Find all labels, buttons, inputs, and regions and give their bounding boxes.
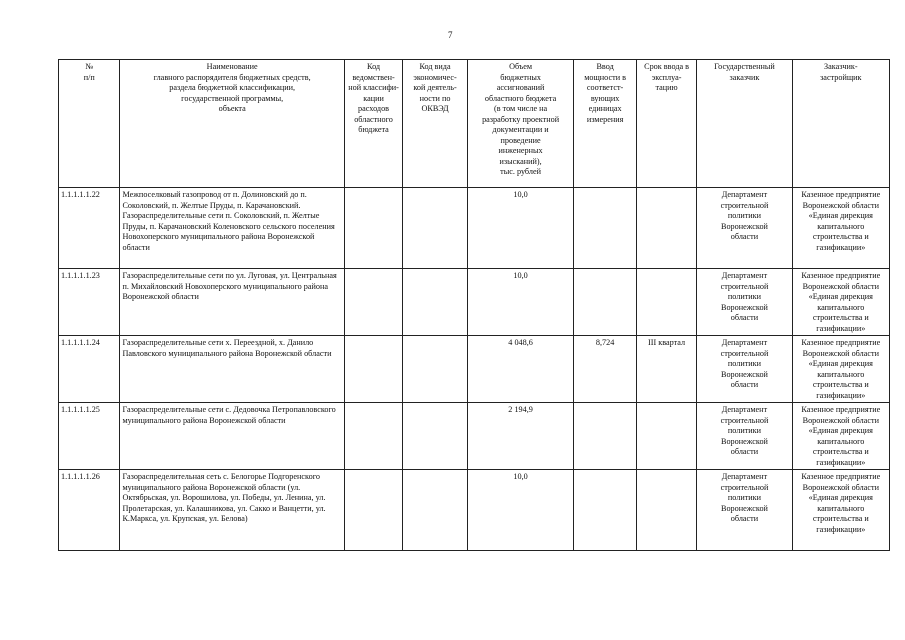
row-name: Газораспределительные сети с. Дедовочка Петропавловского муниципального района Воронежской области: [120, 403, 344, 470]
row-num: 1.1.1.1.1.22: [59, 188, 120, 269]
row-customer: Департамент строительной политики Воронежской области: [697, 470, 792, 551]
header-name: Наименование главного распорядителя бюджетных средств, раздела бюджетной классификации, государственной программы, объекта: [120, 60, 344, 188]
table-body: [59, 188, 890, 551]
row-developer: Казенное предприятие Воронежской области «Единая дирекция капитального строительства и газификации»: [792, 188, 889, 269]
row-name: Газораспределительные сети х. Переездной, х. Данило Павловского муниципального района Воронежской области: [120, 336, 344, 403]
header-customer: Государственный заказчик: [697, 60, 792, 188]
row-code-okved: [403, 336, 468, 403]
row-volume: 2 194,9: [467, 403, 574, 470]
row-code-okved: [403, 470, 468, 551]
header-row: [59, 60, 890, 188]
table-row: [59, 269, 890, 336]
row-term: [636, 188, 696, 269]
row-term: [636, 403, 696, 470]
table-row: [59, 470, 890, 551]
row-customer: Департамент строительной политики Воронежской области: [697, 188, 792, 269]
row-capacity: [574, 403, 637, 470]
header-num: № п/п: [59, 60, 120, 188]
row-volume: 10,0: [467, 269, 574, 336]
row-code-dept: [344, 336, 402, 403]
header-term: Срок ввода в эксплуа- тацию: [636, 60, 696, 188]
table-row: [59, 403, 890, 470]
row-num: 1.1.1.1.1.25: [59, 403, 120, 470]
header-developer: Заказчик- застройщик: [792, 60, 889, 188]
row-code-dept: [344, 403, 402, 470]
row-name: Межпоселковый газопровод от п. Долиновский до п. Соколовский, п. Желтые Пруды, п. Карачановский. Газораспределительные сети п. Соколовский, п. Желтые Пруды, п. Карачановский Коленовского сельского поселения Новохоперского муниципального района Воронежской области: [120, 188, 344, 269]
row-code-dept: [344, 269, 402, 336]
row-developer: Казенное предприятие Воронежской области «Единая дирекция капитального строительства и газификации»: [792, 470, 889, 551]
row-name: Газораспределительные сети по ул. Луговая, ул. Центральная п. Михайловский Новохоперского муниципального района Воронежской области: [120, 269, 344, 336]
header-code-okved: Код вида экономичес- кой деятель- ности по ОКВЭД: [403, 60, 468, 188]
header-capacity: Ввод мощности в соответст- вующих единицах измерения: [574, 60, 637, 188]
table-row: [59, 188, 890, 269]
row-volume: 10,0: [467, 188, 574, 269]
row-code-dept: [344, 470, 402, 551]
investment-table: [58, 59, 890, 551]
row-developer: Казенное предприятие Воронежской области «Единая дирекция капитального строительства и газификации»: [792, 336, 889, 403]
row-customer: Департамент строительной политики Воронежской области: [697, 269, 792, 336]
row-name: Газораспределительная сеть с. Белогорье Подгоренского муниципального района Воронежской области (ул. Октябрьская, ул. Ворошилова, ул. Победы, ул. Ленина, ул. Пролетарская, ул. Калашникова, ул. Сакко и Ванцетти, ул. К.Маркса, ул. Крупская, ул. Белова): [120, 470, 344, 551]
row-code-okved: [403, 269, 468, 336]
row-volume: 4 048,6: [467, 336, 574, 403]
row-customer: Департамент строительной политики Воронежской области: [697, 403, 792, 470]
page-number: 7: [448, 30, 453, 40]
table-row: [59, 336, 890, 403]
row-num: 1.1.1.1.1.23: [59, 269, 120, 336]
row-num: 1.1.1.1.1.26: [59, 470, 120, 551]
row-capacity: 8,724: [574, 336, 637, 403]
row-term: [636, 269, 696, 336]
row-code-okved: [403, 403, 468, 470]
row-code-dept: [344, 188, 402, 269]
row-developer: Казенное предприятие Воронежской области «Единая дирекция капитального строительства и газификации»: [792, 269, 889, 336]
row-capacity: [574, 269, 637, 336]
row-customer: Департамент строительной политики Воронежской области: [697, 336, 792, 403]
row-term: [636, 470, 696, 551]
header-code-dept: Код ведомствен- ной классифи- кации расходов областного бюджета: [344, 60, 402, 188]
row-num: 1.1.1.1.1.24: [59, 336, 120, 403]
table-header: [59, 60, 890, 188]
header-volume: Объем бюджетных ассигнований областного бюджета (в том числе на разработку проектной документации и проведение инженерных изысканий), тыс. рублей: [467, 60, 574, 188]
row-code-okved: [403, 188, 468, 269]
row-volume: 10,0: [467, 470, 574, 551]
row-capacity: [574, 470, 637, 551]
row-term: III квартал: [636, 336, 696, 403]
row-developer: Казенное предприятие Воронежской области «Единая дирекция капитального строительства и газификации»: [792, 403, 889, 470]
row-capacity: [574, 188, 637, 269]
